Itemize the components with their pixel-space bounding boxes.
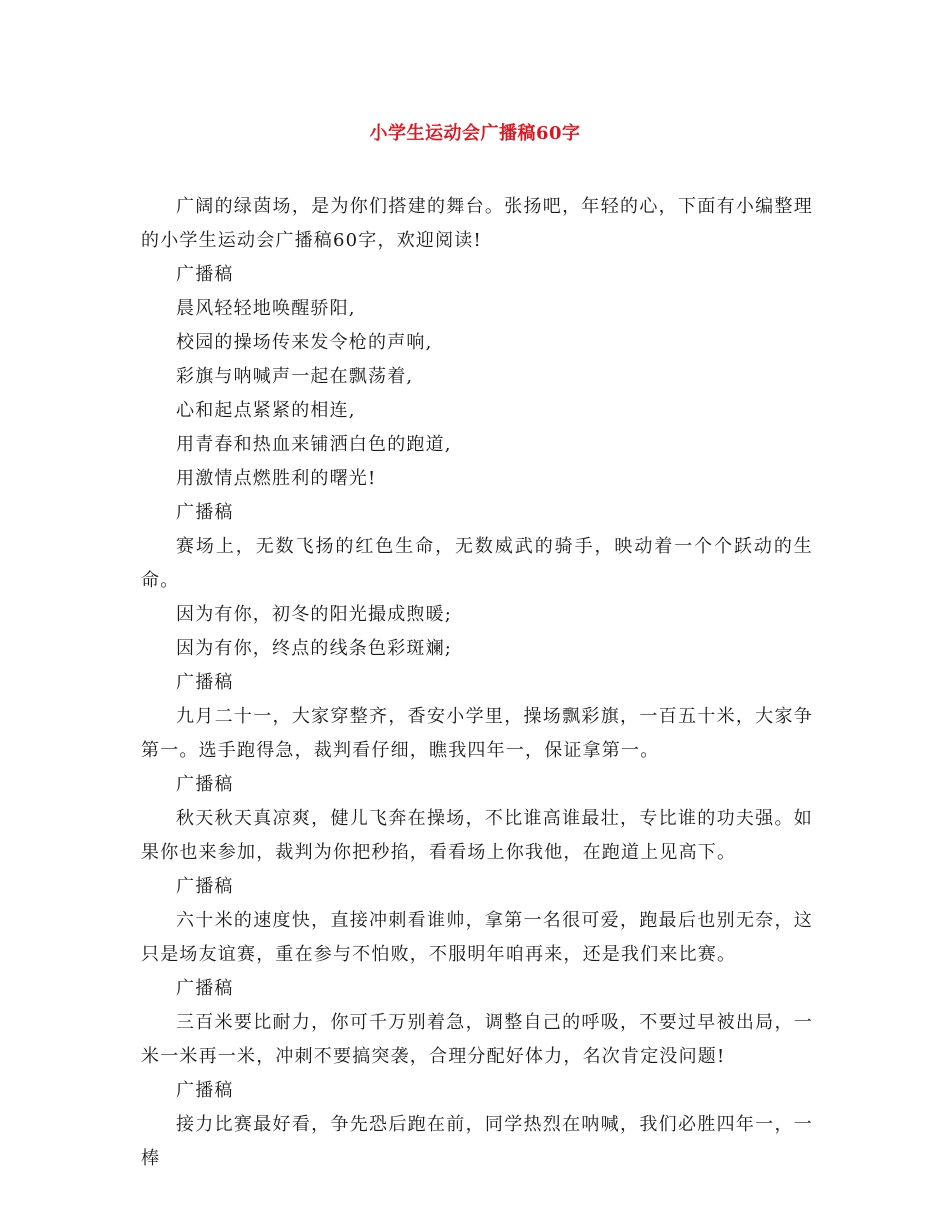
verse-line: 晨风轻轻地唤醒骄阳, xyxy=(176,298,356,319)
body-paragraph: 赛场上，无数飞扬的红色生命，无数威武的骑手，映动着一个个跃动的生命。 xyxy=(141,536,813,591)
verse-line: 因为有你，终点的线条色彩斑斓; xyxy=(176,638,453,659)
body-paragraph: 接力比赛最好看，争先恐后跑在前，同学热烈在呐喊，我们必胜四年一，一棒 xyxy=(141,1114,813,1169)
document-title: 小学生运动会广播稿60字 xyxy=(369,123,581,144)
body-paragraph: 秋天秋天真凉爽，健儿飞奔在操场，不比谁高谁最壮，专比谁的功夫强。如果你也来参加，裁判为你把秒掐，看看场上你我他，在跑道上见高下。 xyxy=(141,808,813,863)
section-heading: 广播稿 xyxy=(176,1080,234,1101)
section-heading: 广播稿 xyxy=(176,672,234,693)
body-paragraph: 九月二十一，大家穿整齐，香安小学里，操场飘彩旗，一百五十米，大家争第一。选手跑得急，裁判看仔细，瞧我四年一，保证拿第一。 xyxy=(141,706,813,761)
section-heading: 广播稿 xyxy=(176,876,234,897)
section-heading: 广播稿 xyxy=(176,978,234,999)
verse-line: 彩旗与呐喊声一起在飘荡着, xyxy=(176,366,414,387)
verse-line: 用青春和热血来铺洒白色的跑道, xyxy=(176,434,452,455)
intro-paragraph: 广阔的绿茵场，是为你们搭建的舞台。张扬吧，年轻的心，下面有小编整理的小学生运动会广播稿60字，欢迎阅读! xyxy=(141,196,813,251)
body-paragraph: 六十米的速度快，直接冲刺看谁帅，拿第一名很可爱，跑最后也别无奈，这只是场友谊赛，重在参与不怕败，不服明年咱再来，还是我们来比赛。 xyxy=(141,910,813,965)
verse-line: 心和起点紧紧的相连, xyxy=(176,400,356,421)
section-heading: 广播稿 xyxy=(176,264,234,285)
verse-line: 校园的操场传来发令枪的声响, xyxy=(176,332,433,353)
section-heading: 广播稿 xyxy=(176,774,234,795)
section-heading: 广播稿 xyxy=(176,502,234,523)
body-paragraph: 三百米要比耐力，你可千万别着急，调整自己的呼吸，不要过早被出局，一米一米再一米，冲刺不要搞突袭，合理分配好体力，名次肯定没问题! xyxy=(141,1012,813,1067)
document-body xyxy=(141,190,813,1176)
verse-line: 用激情点燃胜利的曙光! xyxy=(176,468,377,489)
verse-line: 因为有你，初冬的阳光撮成煦暖; xyxy=(176,604,453,625)
